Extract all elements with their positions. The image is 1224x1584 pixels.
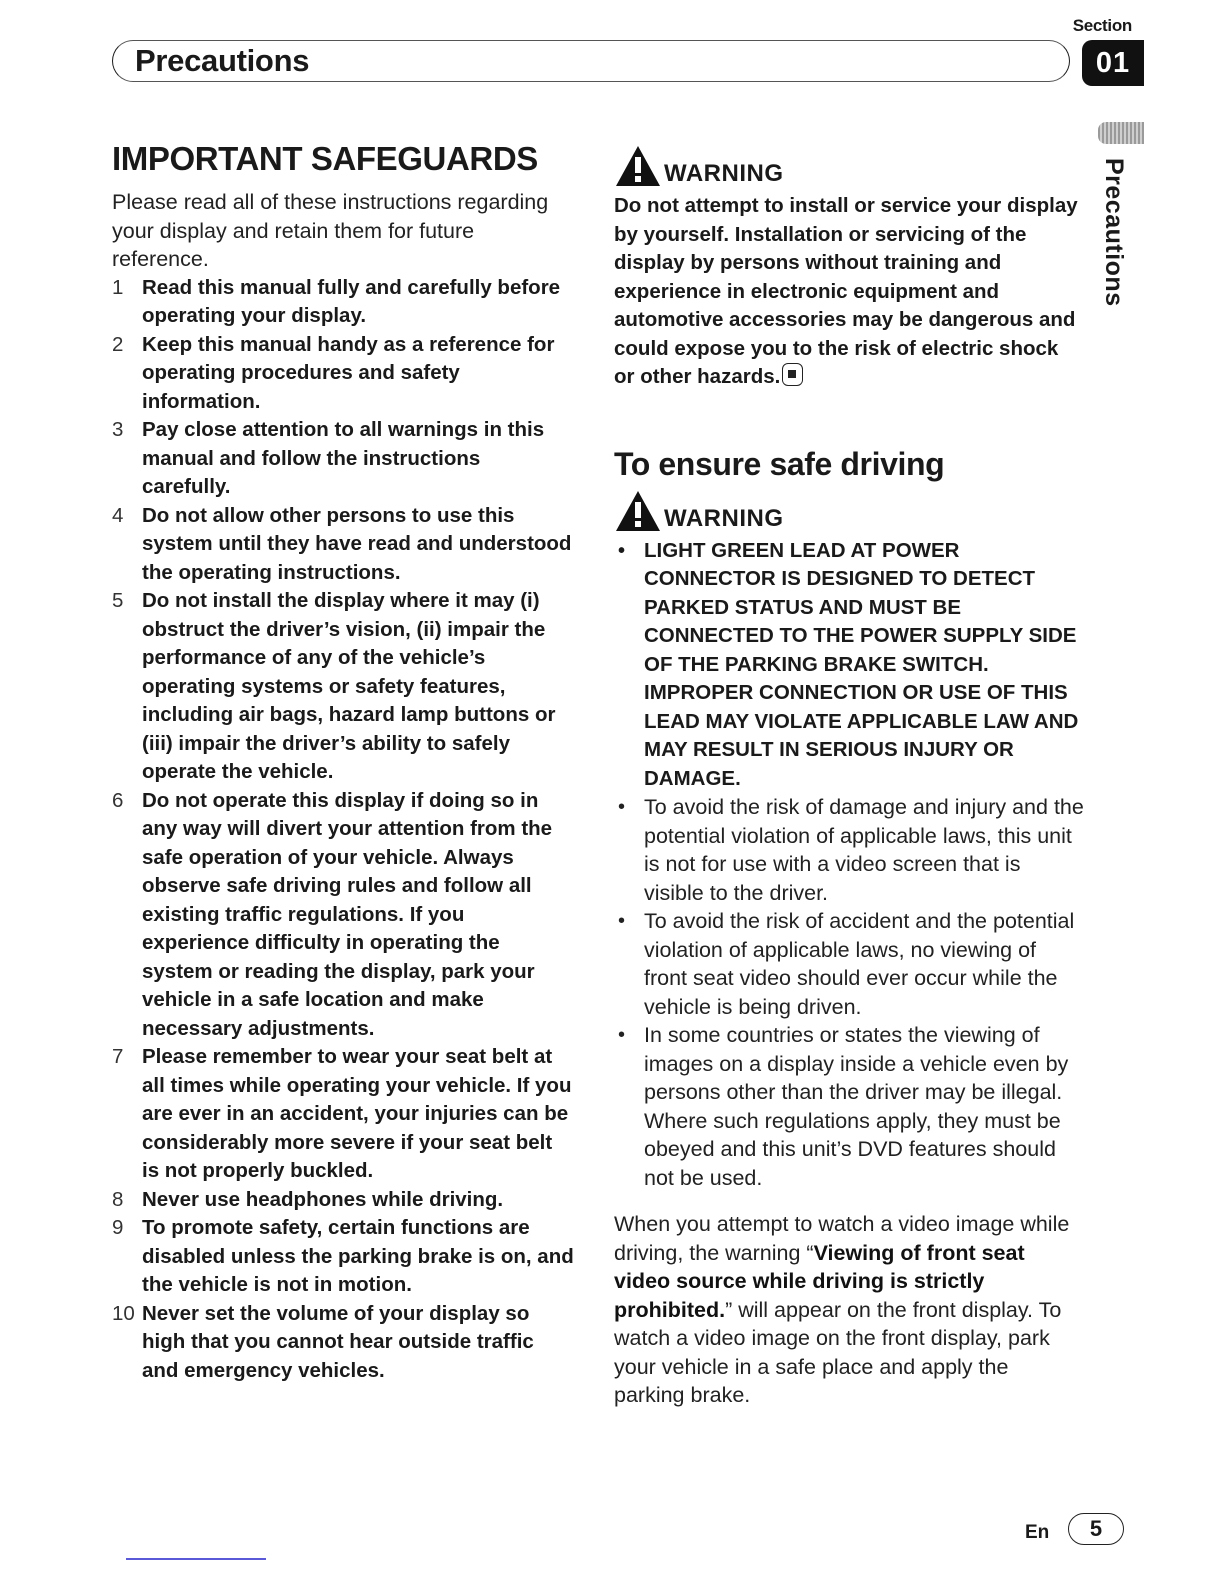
- page-title: Precautions: [135, 43, 310, 78]
- item-number: 5: [112, 589, 124, 612]
- item-text: Please remember to wear your seat belt at all times while operating your vehicle. If you are ever in an accident, your injuries can be considerably more severe if your seat belt is not properly buckled.: [142, 1045, 572, 1182]
- safeguards-list: [112, 274, 574, 1386]
- item-text: Do not allow other persons to use this system until they have read and understood the operating instructions.: [142, 503, 572, 584]
- warning-triangle-icon: [614, 489, 662, 533]
- item-number: 3: [112, 418, 124, 441]
- item-number: 7: [112, 1045, 124, 1068]
- warning-label: WARNING: [664, 160, 784, 187]
- item-number: 8: [112, 1187, 124, 1211]
- language-code: En: [1025, 1522, 1050, 1543]
- warning-label: WARNING: [664, 504, 784, 532]
- item-number: 4: [112, 503, 124, 527]
- list-item: [112, 331, 574, 417]
- warning-header: [614, 485, 1084, 533]
- item-text: Do not operate this display if doing so in any way will divert your attention from the safe operation of your vehicle. Always observe safe driving rules and follow all existing traffic regulations. If you experience difficulty in operating the system or reading the display, park your vehicle in a safe location and make necessary adjustments.: [142, 788, 553, 1040]
- item-text: Never use headphones while driving.: [142, 1187, 504, 1211]
- list-item: [112, 1043, 574, 1186]
- list-item: [112, 274, 574, 331]
- item-text: Pay close attention to all warnings in this manual and follow the instructions carefully.: [142, 418, 545, 498]
- warning-triangle-icon: [614, 144, 662, 188]
- item-number: 9: [112, 1216, 124, 1239]
- warning-header: [614, 140, 1084, 188]
- item-number: 6: [112, 788, 124, 812]
- safe-driving-bullets: [614, 537, 1084, 1193]
- list-item: • To avoid the risk of damage and injury and the potential violation of applicable laws, this unit is not for use with a video screen that is visible to the driver.: [614, 793, 1084, 907]
- intro-paragraph: Please read all of these instructions regarding your display and retain them for future reference.: [112, 190, 549, 271]
- prohibited-message: Viewing of front seat video source while driving is strictly prohibited.: [614, 1240, 1025, 1322]
- list-item: [112, 1214, 574, 1300]
- closing-text-end: ” will appear on the front display. To watch a video image on the front display, park your vehicle in a safe place and apply the parking brake.: [614, 1297, 1062, 1407]
- item-number: 10: [112, 1301, 135, 1325]
- side-tab-marker: [1098, 122, 1144, 144]
- item-text: Do not install the display where it may (i) obstruct the driver’s vision, (ii) impair the performance of any of the vehicle’s operating systems or safety features, including air bags, hazard lamp buttons or (iii) impair the driver’s ability to safely operate the vehicle.: [142, 589, 556, 783]
- left-column: [112, 140, 574, 1385]
- item-text: Keep this manual handy as a reference for operating procedures and safety information.: [142, 332, 555, 413]
- closing-text-start: When you attempt to watch a video image while driving, the warning “: [614, 1212, 1070, 1265]
- list-item: • In some countries or states the viewing of images on a display inside a vehicle even by persons other than the driver may be illegal. Where such regulations apply, they must be obeyed and this unit’s DVD features should not be used.: [614, 1021, 1084, 1192]
- list-item: [112, 587, 574, 787]
- item-text: To promote safety, certain functions are disabled unless the parking brake is on, and the vehicle is not in motion.: [142, 1216, 574, 1296]
- install-warning-text: [614, 192, 1084, 392]
- side-tab-label: Precautions: [1100, 158, 1128, 307]
- list-item: [112, 1186, 574, 1215]
- list-item: [112, 787, 574, 1044]
- footer-rule: [126, 1558, 266, 1560]
- item-text: Read this manual fully and carefully before operating your display.: [142, 275, 561, 327]
- list-item: • LIGHT GREEN LEAD AT POWER CONNECTOR IS DESIGNED TO DETECT PARKED STATUS AND MUST BE CONNECTED TO THE POWER SUPPLY SIDE OF THE PARKING BRAKE SWITCH. IMPROPER CONNECTION OR USE OF THIS LEAD MAY VIOLATE APPLICABLE LAW AND MAY RESULT IN SERIOUS INJURY OR DAMAGE.: [614, 537, 1084, 794]
- closing-paragraph: [614, 1210, 1084, 1410]
- list-item: [112, 1300, 574, 1386]
- safe-driving-heading: To ensure safe driving: [614, 445, 945, 482]
- header-bar: [112, 40, 1070, 82]
- install-warning-body: Do not attempt to install or service your display by yourself. Installation or servicing of the display by persons without training and experience in electronic equipment and automotive accessories may be dangerous and could expose you to the risk of electric shock or other hazards.: [614, 194, 1078, 388]
- item-number: 1: [112, 275, 124, 299]
- section-number-badge: 01: [1082, 40, 1144, 86]
- important-safeguards-heading: IMPORTANT SAFEGUARDS: [112, 140, 538, 177]
- list-item: [112, 502, 574, 588]
- item-text: Never set the volume of your display so high that you cannot hear outside traffic and emergency vehicles.: [142, 1301, 534, 1382]
- right-column: [614, 140, 1084, 1410]
- page-number: 5: [1068, 1513, 1124, 1545]
- section-label: Section: [1072, 16, 1132, 35]
- list-item: • To avoid the risk of accident and the potential violation of applicable laws, no viewing of front seat video should ever occur while the vehicle is being driven.: [614, 907, 1084, 1021]
- end-mark-icon: [782, 363, 803, 386]
- item-number: 2: [112, 332, 124, 356]
- list-item: [112, 416, 574, 502]
